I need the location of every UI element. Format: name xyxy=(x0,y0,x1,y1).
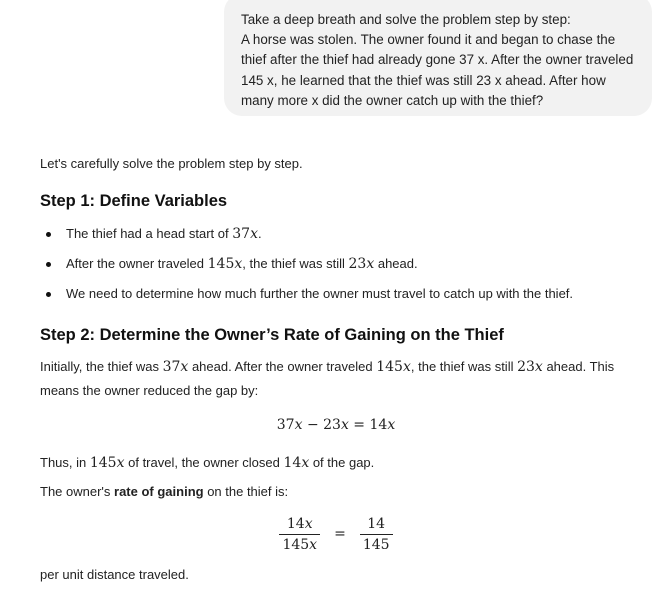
bullet-icon xyxy=(46,232,51,237)
bullet-icon xyxy=(46,262,51,267)
step2-paragraph: Initially, the thief was 37x ahead. After the owner traveled 145x, the thief was still 23x ahead. This xyxy=(40,359,615,375)
step2-paragraph: Thus, in 145x of travel, the owner closed 14x of the gap. xyxy=(40,455,375,471)
math-inline: 145x xyxy=(207,256,243,272)
bullet-icon xyxy=(46,292,51,297)
user-message-line: Take a deep breath and solve the problem step by step: xyxy=(241,12,571,27)
user-message-line: many more x did the owner catch up with the thief? xyxy=(241,92,544,108)
math-inline: 145x xyxy=(376,359,411,375)
step2-paragraph: The owner's rate of gaining on the thief is: xyxy=(40,484,289,499)
user-message-bubble xyxy=(224,0,652,116)
fraction-left: $\frac{14x}{145x}$ xyxy=(279,514,320,555)
math-inline: 23x xyxy=(517,359,543,375)
display-equation: 37x − 23x = 14x xyxy=(276,417,396,433)
response-intro: Let's carefully solve the problem step by step. xyxy=(40,156,303,171)
fraction-equation xyxy=(0,511,672,557)
user-message-line: A horse was stolen. The owner found it and began to chase the xyxy=(241,32,616,48)
user-message-line: 145 x, he learned that the thief was still 23 x ahead. After how xyxy=(241,72,606,88)
step2-heading: Step 2: Determine the Owner’s Rate of Gaining on the Thief xyxy=(40,326,504,344)
step2-paragraph: per unit distance traveled. xyxy=(40,567,189,582)
math-inline: 37x xyxy=(162,359,189,375)
user-message-line: thief after the thief had already gone 37 x. After the owner traveled xyxy=(241,52,634,68)
math-inline: 145x xyxy=(89,455,125,471)
math-inline: 37x xyxy=(232,226,258,242)
math-inline: 14x xyxy=(283,455,310,471)
equals-sign: = xyxy=(334,526,346,542)
fraction-right: $\frac{14}{145}$ xyxy=(360,514,393,555)
bold-text: rate of gaining xyxy=(114,484,204,499)
math-inline: 23x xyxy=(348,256,375,272)
step2-paragraph-line2: means the owner reduced the gap by: xyxy=(40,383,259,398)
step1-heading: Step 1: Define Variables xyxy=(40,192,228,210)
